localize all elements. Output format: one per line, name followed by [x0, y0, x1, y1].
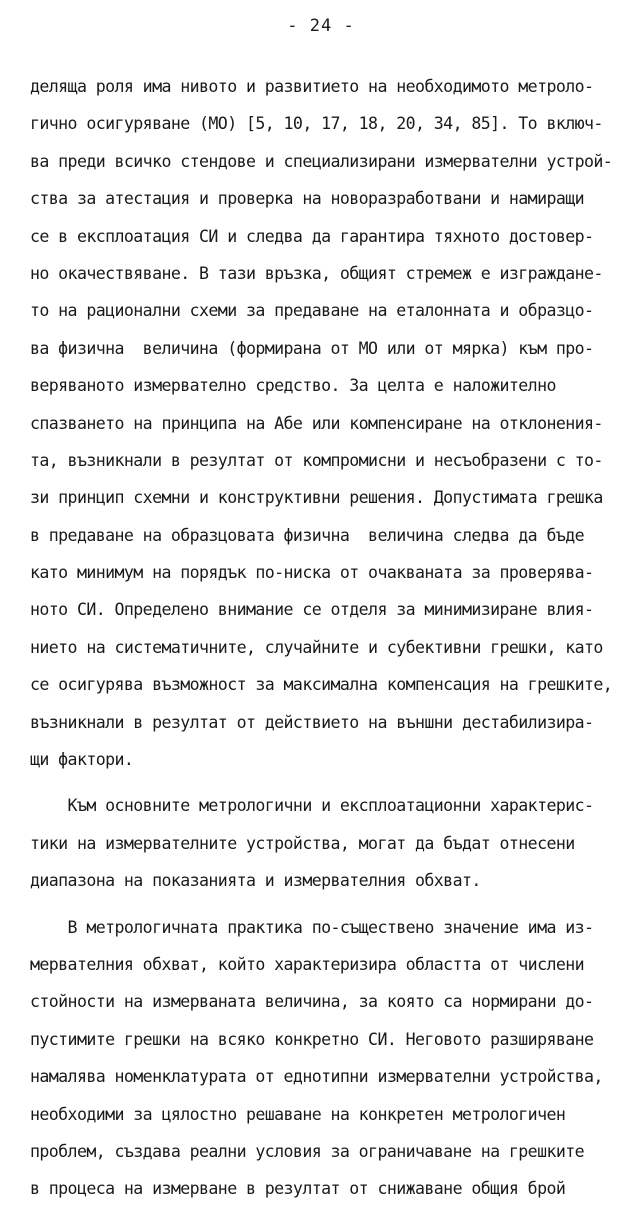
- text-line: ва преди всичко стендове и специализирани измервателни устрой-: [30, 151, 613, 171]
- text-line: ното СИ. Определено внимание се отделя за минимизиране влия-: [30, 600, 594, 620]
- text-line: но окачествяване. В тази връзка, общият стремеж е изграждане-: [30, 263, 603, 283]
- text-line: щи фактори.: [30, 750, 134, 770]
- text-line: стойности на измерваната величина, за която са нормирани до-: [30, 992, 594, 1012]
- text-line: то на рационални схеми за предаване на еталонната и образцо-: [30, 301, 594, 321]
- text-line: деляща роля има нивото и развитието на необходимото метроло-: [30, 77, 594, 96]
- page-number: - 24 -: [287, 16, 355, 36]
- text-line: пустимите грешки на всяко конкретно СИ. Неговото разширяване: [30, 1029, 594, 1049]
- text-line: се в експлоатация СИ и следва да гарантира тяхното достовер-: [30, 226, 594, 246]
- text-line: в процеса на измерване в резултат от снижаване общия брой: [30, 1179, 566, 1199]
- text-line: ва физична величина (формирана от МО или от мярка) към про-: [30, 338, 594, 358]
- text-line: спазването на принципа на Абе или компенсиране на отклонения-: [30, 413, 603, 433]
- paragraph: [30, 909, 642, 1208]
- text-line: мервателния обхват, който характеризира областта от числени: [30, 954, 585, 974]
- text-line: та, възникнали в резултат от компромисни и несъобразени с то-: [30, 450, 603, 470]
- text-line: тики на измервателните устройства, могат да бъдат отнесени: [30, 833, 575, 853]
- paragraph: [30, 68, 642, 778]
- text-line: диапазона на показанията и измервателния обхват.: [30, 871, 481, 891]
- text-line: зи принцип схемни и конструктивни решения. Допустимата грешка: [30, 488, 603, 508]
- paragraph: [30, 787, 642, 899]
- text-line: необходими за цялостно решаване на конкретен метрологичен: [30, 1104, 566, 1124]
- text-line: възникнали в резултат от действието на външни дестабилизира-: [30, 712, 594, 732]
- text-line: се осигурява възможност за максимална компенсация на грешките,: [30, 675, 613, 695]
- paragraph-gap: [30, 778, 642, 787]
- text-line: в предаване на образцовата физична величина следва да бъде: [30, 525, 585, 545]
- text-line: веряваното измервателно средство. За целта е наложително: [30, 376, 556, 396]
- text-line: намалява номенклатурата от еднотипни измервателни устройства,: [30, 1067, 603, 1087]
- text-line: нието на систематичните, случайните и субективни грешки, като: [30, 637, 603, 657]
- text-line: гично осигуряване (МО) [5, 10, 17, 18, 20, 34, 85]. То включ-: [30, 114, 603, 134]
- text-line: като минимум на порядък по-ниска от очакваната за проверява-: [30, 563, 594, 583]
- paragraph-gap: [30, 900, 642, 909]
- text-line: ства за атестация и проверка на новоразработвани и намиращи: [30, 189, 585, 209]
- text-line: проблем, създава реални условия за ограничаване на грешките: [30, 1141, 585, 1161]
- text-line: Към основните метрологични и експлоатационни характерис-: [30, 796, 594, 816]
- body-text: [30, 68, 642, 1208]
- text-line: В метрологичната практика по-съществено значение има из-: [30, 917, 594, 937]
